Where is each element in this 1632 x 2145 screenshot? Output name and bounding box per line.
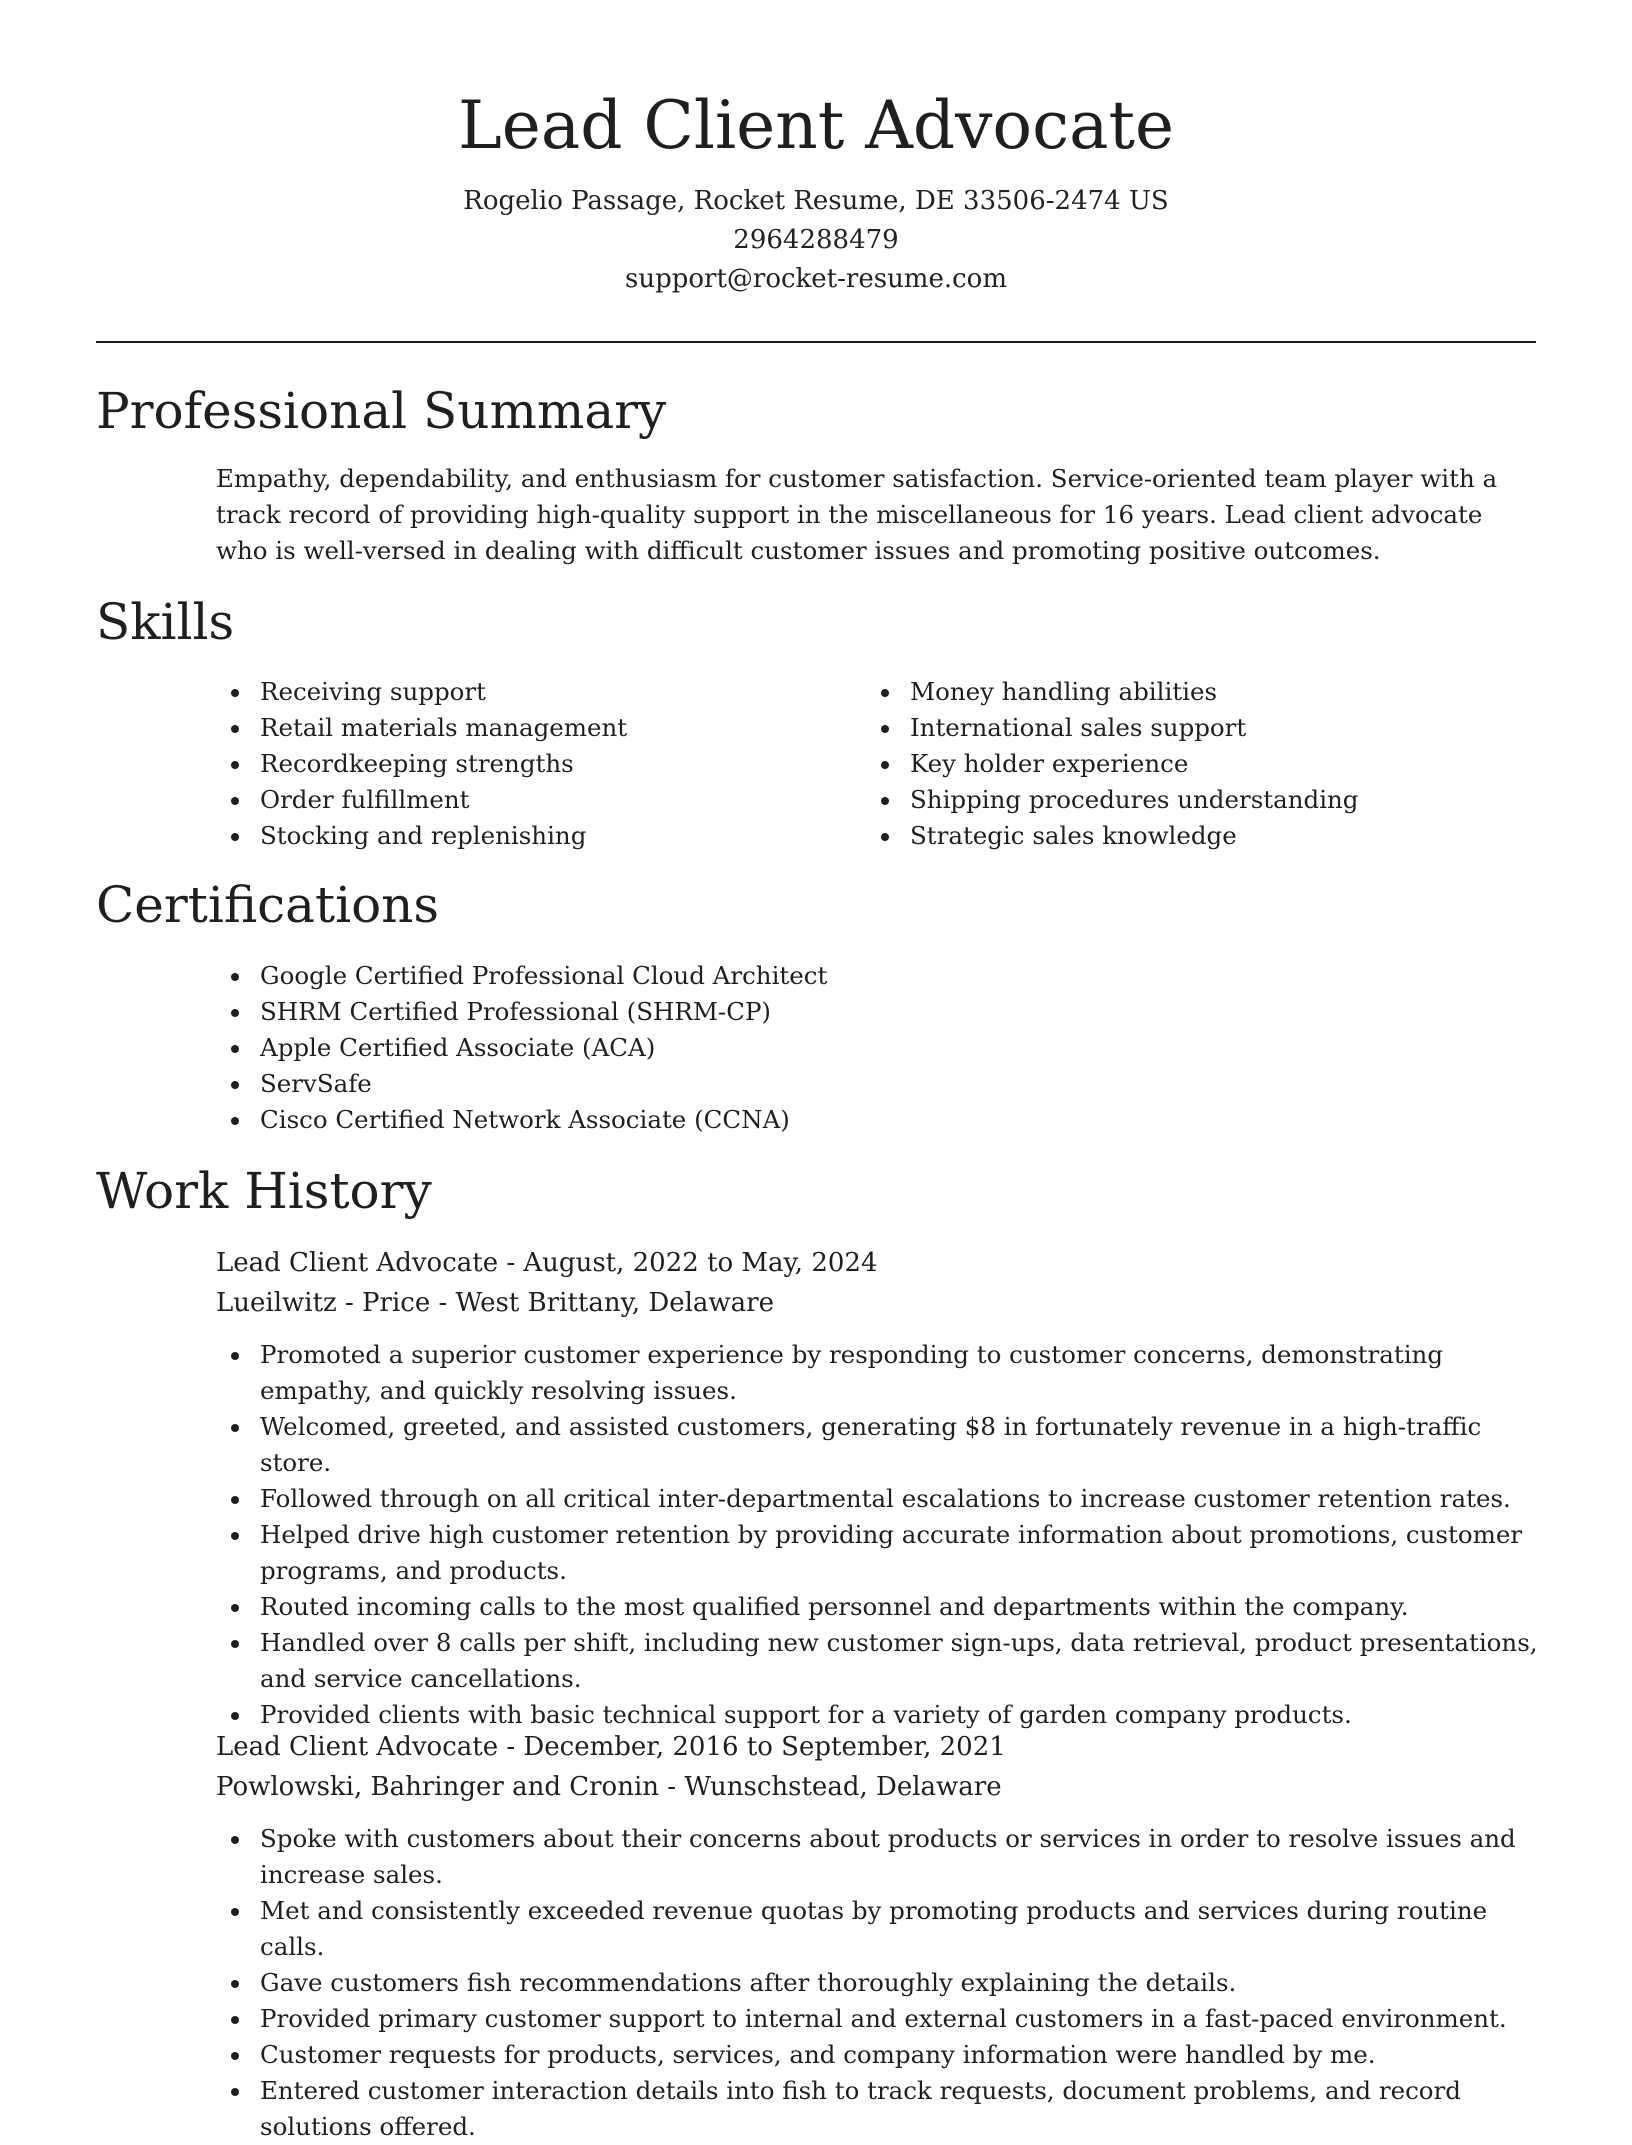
job-duty-item: Provided primary customer support to internal and external customers in a fast-paced environment.: [216, 2001, 1546, 2037]
certifications-heading: Certifications: [96, 876, 440, 934]
job-company-line: Powlowski, Bahringer and Cronin - Wunschstead, Delaware: [216, 1772, 1002, 1802]
job-duty-item: Followed through on all critical inter-departmental escalations to increase customer retention rates.: [216, 1481, 1546, 1517]
skill-item: Strategic sales knowledge: [866, 818, 1506, 854]
certification-item: ServSafe: [216, 1066, 1536, 1102]
candidate-name: Lead Client Advocate: [457, 87, 1175, 164]
contact-phone: 2964288479: [733, 225, 899, 255]
job-duty-item: Gave customers fish recommendations after thoroughly explaining the details.: [216, 1965, 1546, 2001]
contact-address: Rogelio Passage, Rocket Resume, DE 33506-2474 US: [463, 186, 1169, 216]
certification-item: Google Certified Professional Cloud Architect: [216, 958, 1536, 994]
certifications-list: [216, 958, 1536, 1138]
header-divider: [96, 341, 1536, 343]
certification-item: SHRM Certified Professional (SHRM-CP): [216, 994, 1536, 1030]
job-title-line: Lead Client Advocate - August, 2022 to May, 2024: [216, 1248, 878, 1278]
skill-item: Order fulfillment: [216, 782, 856, 818]
job-duties-list: [216, 1821, 1546, 2145]
skill-item: Retail materials management: [216, 710, 856, 746]
certification-item: Cisco Certified Network Associate (CCNA): [216, 1102, 1536, 1138]
work-history-heading: Work History: [96, 1162, 432, 1220]
skill-item: Receiving support: [216, 674, 856, 710]
job-duty-item: Provided clients with basic technical support for a variety of garden company products.: [216, 1697, 1546, 1733]
job-duty-item: Spoke with customers about their concerns about products or services in order to resolve issues and increase sales.: [216, 1821, 1546, 1893]
summary-heading: Professional Summary: [96, 382, 667, 440]
job-duty-item: Helped drive high customer retention by providing accurate information about promotions, customer programs, and products.: [216, 1517, 1546, 1589]
job-duties-list: [216, 1337, 1546, 1733]
job-duty-item: Routed incoming calls to the most qualified personnel and departments within the company.: [216, 1589, 1546, 1625]
job-duty-item: Met and consistently exceeded revenue quotas by promoting products and services during routine calls.: [216, 1893, 1546, 1965]
skill-item: Stocking and replenishing: [216, 818, 856, 854]
skills-heading: Skills: [96, 593, 235, 651]
skills-list-left: [216, 674, 856, 854]
job-duty-item: Entered customer interaction details into fish to track requests, document problems, and record solutions offered.: [216, 2073, 1546, 2145]
skill-item: Key holder experience: [866, 746, 1506, 782]
job-company-line: Lueilwitz - Price - West Brittany, Delaware: [216, 1288, 774, 1318]
certification-item: Apple Certified Associate (ACA): [216, 1030, 1536, 1066]
contact-email: support@rocket-resume.com: [624, 264, 1007, 294]
skills-list-right: [866, 674, 1506, 854]
skill-item: Money handling abilities: [866, 674, 1506, 710]
job-title-line: Lead Client Advocate - December, 2016 to September, 2021: [216, 1732, 1006, 1762]
skill-item: International sales support: [866, 710, 1506, 746]
resume-header: [0, 80, 1632, 299]
skill-item: Shipping procedures understanding: [866, 782, 1506, 818]
summary-text: Empathy, dependability, and enthusiasm for customer satisfaction. Service-oriented team player with a track record of providing high-quality support in the miscellaneous for 16 years. Lead client advocate who is well-versed in dealing with difficult customer issues and promoting positive outcomes.: [216, 464, 1498, 565]
job-duty-item: Handled over 8 calls per shift, including new customer sign-ups, data retrieval, product presentations, and service cancellations.: [216, 1625, 1546, 1697]
job-duty-item: Welcomed, greeted, and assisted customers, generating $8 in fortunately revenue in a high-traffic store.: [216, 1409, 1546, 1481]
job-duty-item: Customer requests for products, services, and company information were handled by me.: [216, 2037, 1546, 2073]
skill-item: Recordkeeping strengths: [216, 746, 856, 782]
job-duty-item: Promoted a superior customer experience by responding to customer concerns, demonstrating empathy, and quickly resolving issues.: [216, 1337, 1546, 1409]
